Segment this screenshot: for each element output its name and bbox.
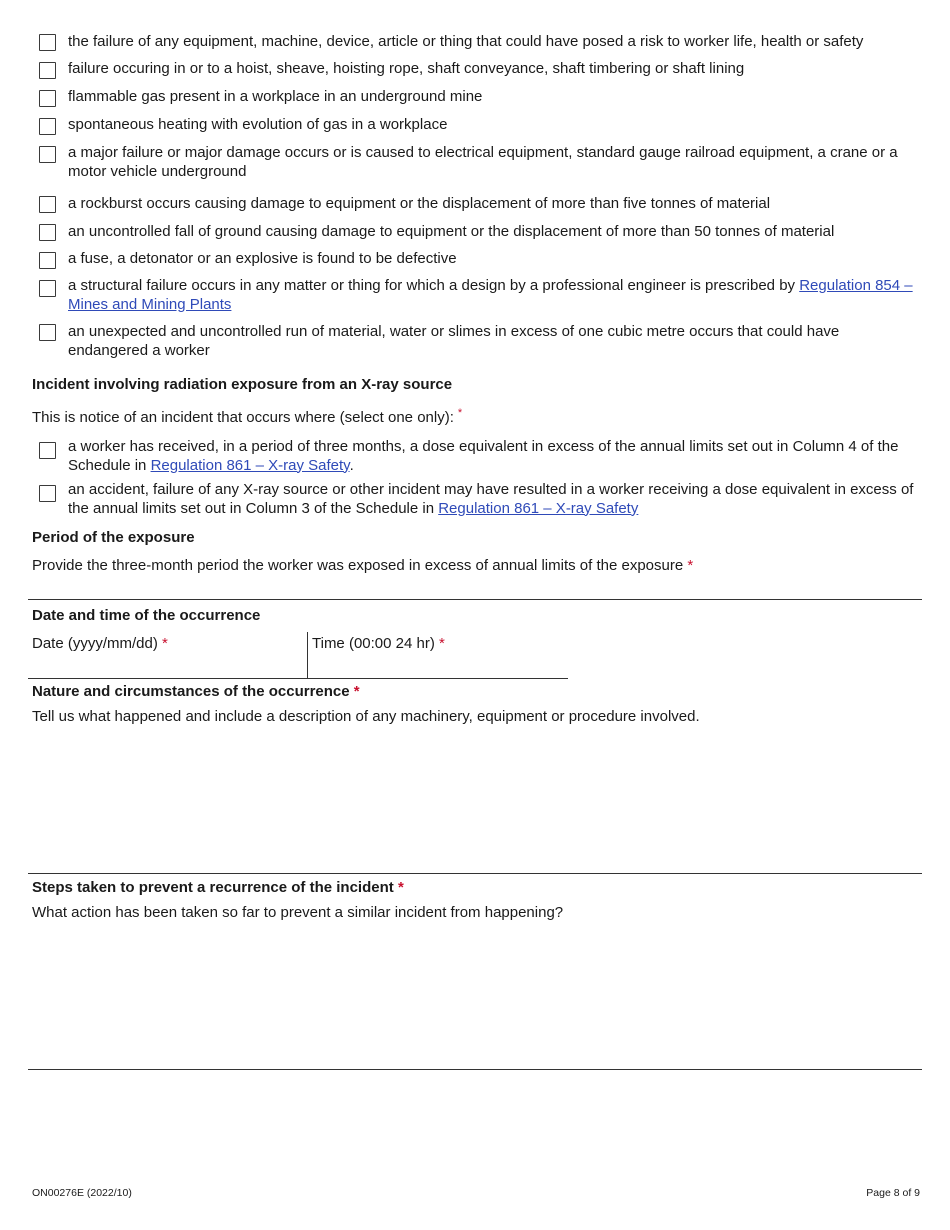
required-marker: * bbox=[439, 635, 445, 652]
steps-heading: Steps taken to prevent a recurrence of the incident * bbox=[32, 879, 404, 896]
nature-heading: Nature and circumstances of the occurrence * bbox=[32, 683, 360, 700]
checkbox-label: a fuse, a detonator or an explosive is found to be defective bbox=[68, 250, 457, 267]
form-id: ON00276E (2022/10) bbox=[32, 1187, 132, 1199]
checkbox[interactable] bbox=[39, 485, 56, 502]
divider bbox=[28, 1069, 922, 1070]
checkbox-label: flammable gas present in a workplace in an underground mine bbox=[68, 88, 483, 105]
checkbox-label: an accident, failure of any X-ray source or other incident may have resulted in a worker receiving a dose equivalent in excess of the annual limits set out in Column 3 of the Schedule in Regulation 861 – X-ray Safety bbox=[68, 481, 914, 517]
required-marker: * bbox=[353, 683, 360, 700]
divider bbox=[28, 678, 568, 679]
checkbox[interactable] bbox=[39, 196, 56, 213]
required-marker: * bbox=[397, 879, 404, 896]
checkbox[interactable] bbox=[39, 118, 56, 135]
checkbox-label: a rockburst occurs causing damage to equipment or the displacement of more than five tonnes of material bbox=[68, 195, 771, 212]
time-field[interactable]: Time (00:00 24 hr) * bbox=[312, 635, 445, 652]
required-marker: * bbox=[457, 407, 463, 419]
required-marker: * bbox=[687, 557, 694, 574]
steps-textarea[interactable] bbox=[28, 926, 922, 1066]
regulation-861-link[interactable]: Regulation 861 – X-ray Safety bbox=[438, 499, 639, 517]
checkbox-label: spontaneous heating with evolution of gas in a workplace bbox=[68, 116, 448, 133]
checkbox[interactable] bbox=[39, 90, 56, 107]
checkbox-label: a major failure or major damage occurs or is caused to electrical equipment, standard gauge railroad equipment, a crane or a motor vehicle underground bbox=[68, 144, 898, 180]
xray-heading: Incident involving radiation exposure from an X-ray source bbox=[32, 376, 453, 393]
checkbox-label: an uncontrolled fall of ground causing damage to equipment or the displacement of more than 50 tonnes of material bbox=[68, 223, 835, 240]
checkbox[interactable] bbox=[39, 224, 56, 241]
divider bbox=[28, 873, 922, 874]
checkbox-label: failure occuring in or to a hoist, sheave, hoisting rope, shaft conveyance, shaft timbering or shaft lining bbox=[68, 60, 745, 77]
checkbox[interactable] bbox=[39, 34, 56, 51]
checkbox-label: a worker has received, in a period of three months, a dose equivalent in excess of the annual limits set out in Column 4 of the Schedule in Regulation 861 – X-ray Safety. bbox=[68, 438, 899, 474]
occurrence-heading: Date and time of the occurrence bbox=[32, 607, 261, 624]
checkbox[interactable] bbox=[39, 146, 56, 163]
checkbox[interactable] bbox=[39, 280, 56, 297]
nature-textarea[interactable] bbox=[28, 730, 922, 870]
checkbox[interactable] bbox=[39, 442, 56, 459]
page-number: Page 8 of 9 bbox=[866, 1187, 920, 1199]
required-marker: * bbox=[162, 635, 168, 652]
steps-prompt: What action has been taken so far to prevent a similar incident from happening? bbox=[32, 904, 564, 921]
xray-prompt: This is notice of an incident that occurs where (select one only): * bbox=[32, 407, 463, 426]
date-field[interactable]: Date (yyyy/mm/dd) * bbox=[32, 635, 168, 652]
exposure-prompt: Provide the three-month period the worker was exposed in excess of annual limits of the exposure * bbox=[32, 557, 694, 574]
checkbox[interactable] bbox=[39, 252, 56, 269]
checkbox-label: a structural failure occurs in any matter or thing for which a design by a professional engineer is prescribed by Regulation 854 – Mines and Mining Plants bbox=[68, 277, 913, 313]
checkbox[interactable] bbox=[39, 324, 56, 341]
regulation-861-link[interactable]: Regulation 861 – X-ray Safety bbox=[150, 456, 350, 474]
checkbox-label: the failure of any equipment, machine, device, article or thing that could have posed a risk to worker life, health or safety bbox=[68, 33, 864, 50]
checkbox-label: an unexpected and uncontrolled run of material, water or slimes in excess of one cubic metre occurs that could have endangered a worker bbox=[68, 323, 840, 359]
field-separator bbox=[307, 632, 308, 678]
regulation-854-link[interactable]: Regulation 854 – Mines and Mining Plants bbox=[68, 277, 913, 313]
checkbox[interactable] bbox=[39, 62, 56, 79]
exposure-heading: Period of the exposure bbox=[32, 529, 195, 546]
divider bbox=[28, 599, 922, 600]
nature-prompt: Tell us what happened and include a description of any machinery, equipment or procedure involved. bbox=[32, 708, 700, 725]
